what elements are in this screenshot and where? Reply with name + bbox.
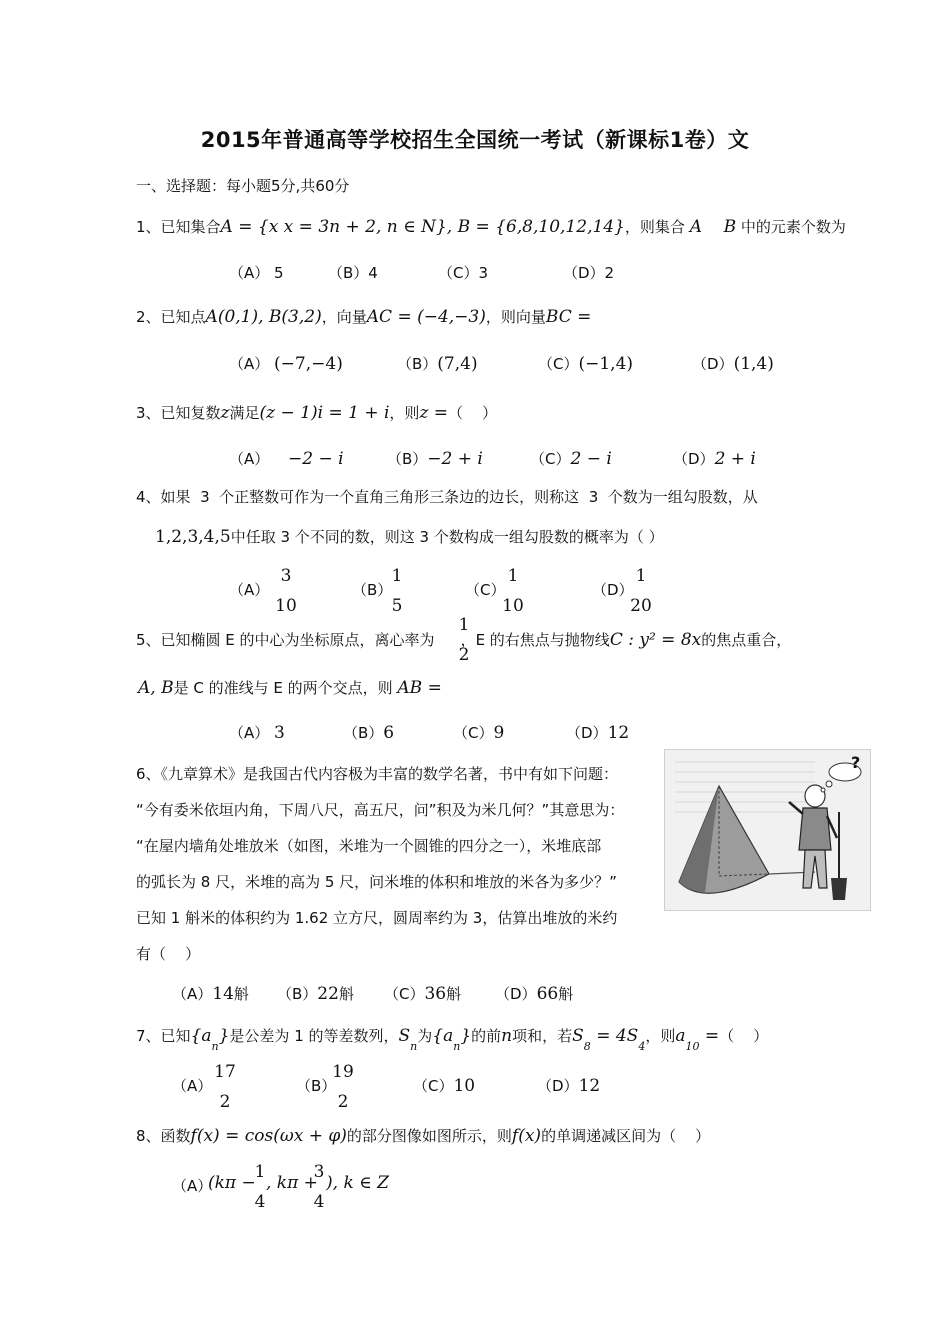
q4-d-num: 1 <box>635 566 647 586</box>
q6-option-d-label: （D） <box>495 985 537 1003</box>
q7-mid2: 为 <box>417 1027 433 1045</box>
q1-tail: 中的元素个数为 <box>740 218 846 236</box>
q5-option-b-label: （B） <box>343 724 384 742</box>
q6-option-a-value: 14 <box>212 984 234 1004</box>
q8-f2-num: 3 <box>313 1162 325 1182</box>
q1-sets: A = {x x = 3n + 2, n ∈ N}, B = {6,8,10,12,14} <box>220 217 625 237</box>
q4-option-d-label[interactable]: （D） <box>592 581 634 599</box>
q2-tail: ，则向量 <box>485 308 546 326</box>
q3-option-d-label: （D） <box>673 450 715 468</box>
q6-option-d-unit: 斛 <box>558 985 574 1003</box>
q6-option-d[interactable] <box>495 984 573 1004</box>
q8-mid: 的部分图像如图所示，则 <box>346 1127 512 1145</box>
q3-prefix: 3、已知复数 <box>136 404 221 422</box>
q2-vector-ac: AC = (−4,−3) <box>366 307 486 327</box>
q8-option-a-part2: , kπ + <box>266 1173 318 1193</box>
q7-seq-close: } <box>218 1026 230 1046</box>
q2-option-c-label: （C） <box>538 355 579 373</box>
q7-option-c[interactable] <box>413 1076 475 1096</box>
q1-option-b[interactable]: （B）4 <box>328 264 378 282</box>
q7-sn: S <box>398 1026 411 1046</box>
q8-prefix: 8、函数 <box>136 1127 191 1145</box>
q6-line-6: 有（ ） <box>136 945 201 963</box>
q7-option-b-label[interactable]: （B） <box>296 1077 337 1095</box>
q6-option-b-unit: 斛 <box>338 985 354 1003</box>
question-8 <box>136 1126 710 1146</box>
q3-tail: ，则 <box>389 404 420 422</box>
q5-ab: AB = <box>397 678 442 698</box>
q2-option-b-label: （B） <box>397 355 438 373</box>
q4-option-c-fraction <box>498 566 528 616</box>
q4-b-den: 5 <box>391 596 403 616</box>
q5-option-a-value: 3 <box>274 723 285 743</box>
q7-seq-open: {a <box>190 1026 212 1046</box>
q6-option-b-label: （B） <box>277 985 318 1003</box>
q7-a-den: 2 <box>219 1092 231 1112</box>
q7-option-b-fraction <box>330 1062 356 1112</box>
q7-option-c-label: （C） <box>413 1077 454 1095</box>
question-1 <box>136 217 846 237</box>
q6-option-d-value: 66 <box>536 984 559 1004</box>
q6-option-b-value: 22 <box>317 984 339 1004</box>
q8-function: f(x) = cos(ωx + φ) <box>190 1126 347 1146</box>
q5-ecc-den: 2 <box>458 645 470 665</box>
q4-option-c-label[interactable]: （C） <box>465 581 506 599</box>
q3-option-c-value: 2 − i <box>570 449 612 469</box>
q2-option-c-value: (−1,4) <box>578 354 634 374</box>
q5-line-2 <box>138 678 442 698</box>
q5-option-c-value: 9 <box>493 723 505 743</box>
q4-line-2 <box>155 527 664 547</box>
rice-pile-figure <box>664 749 871 911</box>
q4-d-den: 20 <box>630 596 652 616</box>
q7-n: n <box>501 1026 513 1046</box>
q8-option-a-fraction-2 <box>312 1162 326 1212</box>
q3-option-b-value: −2 + i <box>427 449 483 469</box>
question-3 <box>136 403 497 423</box>
q6-line-1: 6、《九章算术》是我国古代内容极为丰富的数学名著，书中有如下问题： <box>136 765 619 783</box>
q7-sn-sub: n <box>410 1040 418 1053</box>
q5-option-a[interactable] <box>229 723 285 743</box>
q3-option-d[interactable] <box>673 449 756 469</box>
q4-a-den: 10 <box>275 596 297 616</box>
q3-option-a[interactable] <box>229 449 344 469</box>
q1-option-a[interactable]: （A） 5 <box>229 264 284 282</box>
q4-option-a-fraction <box>266 566 306 616</box>
q7-sub-n: n <box>211 1040 219 1053</box>
q2-option-a[interactable] <box>229 354 343 374</box>
q4-option-a-label[interactable]: （A） <box>229 581 270 599</box>
q4-a-num: 3 <box>280 566 292 586</box>
q2-option-b-value: (7,4) <box>437 354 478 374</box>
q4-line-1: 4、如果 3 个正整数可作为一个直角三角形三条边的边长，则称这 3 个数为一组勾股数，从 <box>136 488 758 506</box>
q2-option-d[interactable] <box>692 354 774 374</box>
q7-option-c-value: 10 <box>453 1076 476 1096</box>
q7-option-d-label: （D） <box>537 1077 579 1095</box>
q1-prefix: 1、已知集合 <box>136 218 221 236</box>
q5-option-d[interactable] <box>566 723 629 743</box>
q2-points: A(0,1), B(3,2) <box>205 307 322 327</box>
q2-option-a-value: (−7,−4) <box>274 354 343 374</box>
q7-paren: （ ） <box>719 1027 769 1045</box>
q3-option-a-value: −2 − i <box>288 449 344 469</box>
q5-prefix: 5、已知椭圆 E 的中心为坐标原点，离心率为 <box>136 631 435 649</box>
q5-line2-text: 是 C 的准线与 E 的两个交点，则 <box>173 679 393 697</box>
q7-b-den: 2 <box>337 1092 349 1112</box>
q2-prefix: 2、已知点 <box>136 308 206 326</box>
question-7 <box>136 1026 769 1053</box>
q2-option-c[interactable] <box>538 354 633 374</box>
q3-option-c-label: （C） <box>530 450 571 468</box>
q6-line-5: 已知 1 斛米的体积约为 1.62 立方尺，圆周率约为 3，估算出堆放的米约 <box>136 909 618 927</box>
q7-option-d[interactable] <box>537 1076 600 1096</box>
q2-option-d-label: （D） <box>692 355 734 373</box>
q6-option-a[interactable] <box>172 984 249 1004</box>
section-heading: 一、选择题：每小题5分,共60分 <box>136 177 350 195</box>
q8-option-a-fraction-1 <box>253 1162 267 1212</box>
q5-tail: 的焦点重合， <box>701 631 792 649</box>
q2-option-d-value: (1,4) <box>733 354 774 374</box>
q7-4s4: = 4S <box>590 1026 639 1046</box>
q5-eccentricity-fraction <box>453 615 475 665</box>
q8-f1-num: 1 <box>254 1162 266 1182</box>
q7-sub-8: 8 <box>583 1040 591 1053</box>
q5-ecc-num: 1 <box>458 615 470 635</box>
q6-option-c-label: （C） <box>384 985 425 1003</box>
q8-option-a-label[interactable]: （A） <box>172 1177 213 1195</box>
q6-line-3: “在屋内墙角处堆放米（如图，米堆为一个圆锥的四分之一），米堆底部 <box>136 837 602 855</box>
q1-suffix: ，则集合 <box>624 218 685 236</box>
q7-a-num: 17 <box>214 1062 236 1082</box>
q6-line-2: “今有委米依垣内角，下周八尺，高五尺，问”积及为米几何？”其意思为： <box>136 801 625 819</box>
q6-line-4: 的弧长为 8 尺，米堆的高为 5 尺，问米堆的体积和堆放的米各为多少？” <box>136 873 617 891</box>
q7-mid5: ，则 <box>645 1027 676 1045</box>
q1-set-expr: A B <box>689 217 737 237</box>
q5-points: A, B <box>138 678 174 698</box>
q5-option-b-value: 6 <box>383 723 395 743</box>
q3-answer-expr: z = <box>419 403 449 423</box>
page-title: 2015年普通高等学校招生全国统一考试（新课标1卷）文 <box>200 128 750 152</box>
q4-option-b-label[interactable]: （B） <box>352 581 393 599</box>
q4-c-num: 1 <box>507 566 519 586</box>
q3-equation: (z − 1)i = 1 + i <box>259 403 390 423</box>
q7-option-a-label[interactable]: （A） <box>172 1077 213 1095</box>
q4-option-b-fraction <box>385 566 409 616</box>
q2-option-b[interactable] <box>397 354 478 374</box>
q7-a10: a <box>675 1026 686 1046</box>
q7-sub-n-2: n <box>453 1040 461 1053</box>
q3-option-c[interactable] <box>530 449 612 469</box>
q8-option-a-part3: ), k ∈ Z <box>326 1173 389 1193</box>
q7-seq-close-2: } <box>460 1026 472 1046</box>
q3-paren: （ ） <box>448 404 498 422</box>
q8-f1-den: 4 <box>254 1192 266 1212</box>
q4-c-den: 10 <box>502 596 524 616</box>
q8-f2-den: 4 <box>313 1192 325 1212</box>
q6-option-a-unit: 斛 <box>233 985 249 1003</box>
q5-option-c-label: （C） <box>453 724 494 742</box>
q3-option-b-label: （B） <box>387 450 428 468</box>
q7-seq-open-2: {a <box>432 1026 454 1046</box>
q7-eq: = <box>699 1026 720 1046</box>
q5-option-b[interactable] <box>343 723 394 743</box>
q1-option-c[interactable]: （C）3 <box>438 264 489 282</box>
q7-option-a-fraction <box>212 1062 238 1112</box>
figure-question-mark: ? <box>851 753 861 772</box>
q2-mid: ，向量 <box>321 308 367 326</box>
q8-fx: f(x) <box>511 1126 542 1146</box>
q5-parabola: C : y² = 8x <box>609 630 702 650</box>
q7-mid3: 的前 <box>471 1027 502 1045</box>
q5-mid: ，E 的右焦点与抛物线 <box>460 631 610 649</box>
q7-mid4: 项和，若 <box>512 1027 573 1045</box>
q4-numbers: 1,2,3,4,5 <box>155 527 231 547</box>
q3-mid: 满足 <box>229 404 260 422</box>
q7-option-d-value: 12 <box>578 1076 601 1096</box>
q7-sub-10: 10 <box>685 1040 700 1053</box>
q3-option-d-value: 2 + i <box>714 449 756 469</box>
q7-s8: S <box>572 1026 584 1046</box>
q6-option-b[interactable] <box>277 984 354 1004</box>
q1-option-d[interactable]: （D）2 <box>563 264 615 282</box>
q6-option-a-label: （A） <box>172 985 213 1003</box>
q6-option-c-unit: 斛 <box>446 985 462 1003</box>
person-with-rice-pile-icon <box>665 750 870 910</box>
q5-option-d-value: 12 <box>607 723 630 743</box>
q3-option-a-label: （A） <box>229 450 270 468</box>
q4-option-d-fraction <box>626 566 656 616</box>
q5-option-d-label: （D） <box>566 724 608 742</box>
q7-b-num: 19 <box>332 1062 354 1082</box>
question-2 <box>136 307 591 327</box>
q8-option-a-part1: (kπ − <box>208 1173 256 1193</box>
q2-vector-bc: BC = <box>545 307 592 327</box>
q4-question: 中任取 3 个不同的数，则这 3 个数构成一组勾股数的概率为（ ） <box>230 528 664 546</box>
q3-option-b[interactable] <box>387 449 483 469</box>
q8-tail: 的单调递减区间为（ ） <box>541 1127 711 1145</box>
q7-prefix: 7、已知 <box>136 1027 191 1045</box>
q2-option-a-label: （A） <box>229 355 270 373</box>
q6-option-c-value: 36 <box>424 984 447 1004</box>
q3-var: z <box>220 403 230 423</box>
q6-option-c[interactable] <box>384 984 461 1004</box>
q4-b-num: 1 <box>391 566 403 586</box>
q5-option-c[interactable] <box>453 723 504 743</box>
q5-option-a-label: （A） <box>229 724 270 742</box>
q7-mid1: 是公差为 1 的等差数列， <box>229 1027 399 1045</box>
q7-sub-4: 4 <box>638 1040 646 1053</box>
